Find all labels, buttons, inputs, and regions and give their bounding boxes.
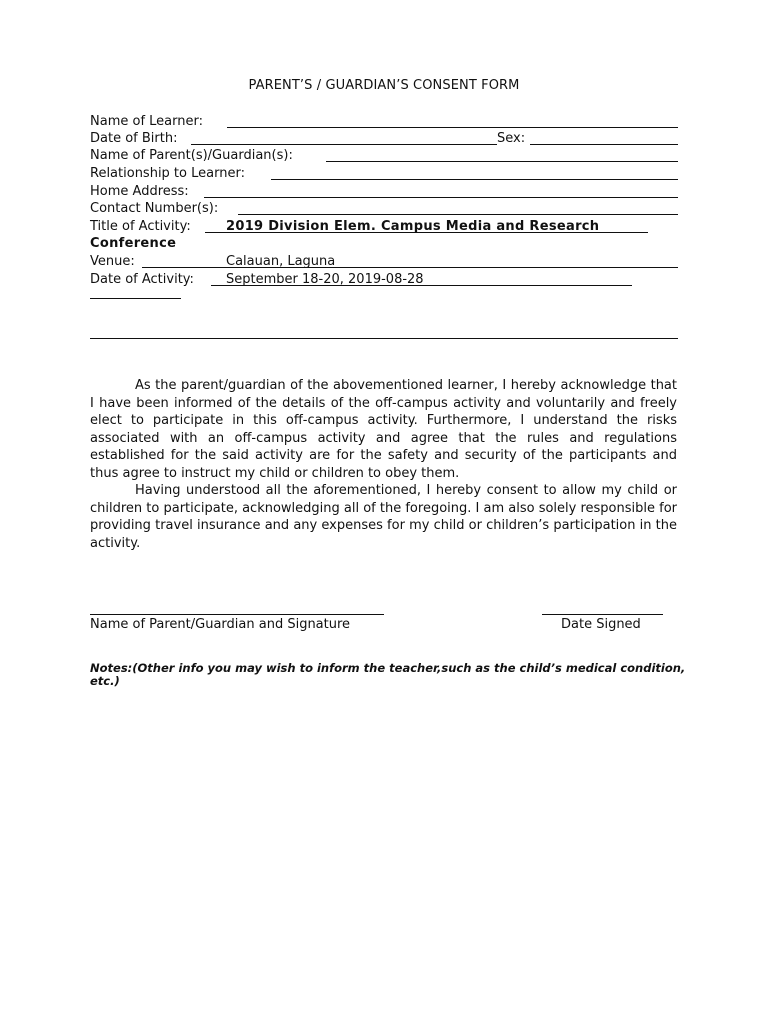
activity-date-label: Date of Activity: [90, 272, 194, 287]
contact-row [90, 200, 678, 217]
signature-label: Name of Parent/Guardian and Signature [90, 617, 351, 632]
learner-name-field[interactable] [227, 127, 678, 128]
relationship-label: Relationship to Learner: [90, 166, 245, 181]
parent-name-label: Name of Parent(s)/Guardian(s): [90, 148, 293, 163]
dob-row [90, 130, 678, 147]
activity-date-value: September 18-20, 2019-08-28 [226, 272, 424, 287]
address-field[interactable] [204, 197, 678, 198]
date-signed-label: Date Signed [561, 617, 641, 632]
date-signed-line[interactable] [542, 614, 663, 615]
consent-paragraph-1: As the parent/guardian of the abovementioned learner, I hereby acknowledge that I have been informed of the details of the off-campus activity and voluntarily and freely elect to participate in this off-campus activity. Furthermore, I understand the risks associated with an off-campus activity and agree that the rules and regulations established for the said activity are for the safety and security of the participants and thus agree to instruct my child or children to obey them. [90, 378, 677, 481]
contact-field[interactable] [238, 214, 678, 215]
dob-label: Date of Birth: [90, 131, 178, 146]
sex-field[interactable] [530, 144, 678, 145]
sex-label: Sex: [497, 131, 526, 146]
activity-title-value: 2019 Division Elem. Campus Media and Research [226, 219, 600, 234]
dob-field[interactable] [191, 144, 497, 145]
learner-name-label: Name of Learner: [90, 114, 203, 129]
address-label: Home Address: [90, 184, 189, 199]
address-row [90, 183, 678, 200]
venue-field[interactable] [142, 267, 678, 268]
blank-line-short [90, 298, 181, 299]
activity-title-row-2 [90, 235, 678, 252]
relationship-row [90, 165, 678, 182]
learner-name-row [90, 113, 678, 130]
notes-text: Notes:(Other info you may wish to inform the teacher,such as the child’s medical condition, etc.) [90, 661, 686, 688]
consent-text [90, 377, 677, 552]
activity-title-value-cont: Conference [90, 236, 177, 251]
venue-row [90, 253, 678, 270]
relationship-field[interactable] [271, 179, 678, 180]
parent-name-row [90, 147, 678, 164]
signature-line[interactable] [90, 614, 384, 615]
activity-title-label: Title of Activity: [90, 219, 191, 234]
activity-date-row [90, 271, 678, 288]
parent-name-field[interactable] [326, 161, 678, 162]
venue-value: Calauan, Laguna [226, 254, 336, 269]
form-title: PARENT’S / GUARDIAN’S CONSENT FORM [248, 78, 520, 93]
consent-paragraph-2: Having understood all the aforementioned, I hereby consent to allow my child or children to participate, acknowledging all of the foregoing. I am also solely responsible for providing travel insurance and any expenses for my child or children’s participation in the activity. [90, 483, 677, 551]
venue-label: Venue: [90, 254, 135, 269]
activity-title-row [90, 218, 678, 235]
blank-line-full [90, 338, 678, 339]
contact-label: Contact Number(s): [90, 201, 219, 216]
